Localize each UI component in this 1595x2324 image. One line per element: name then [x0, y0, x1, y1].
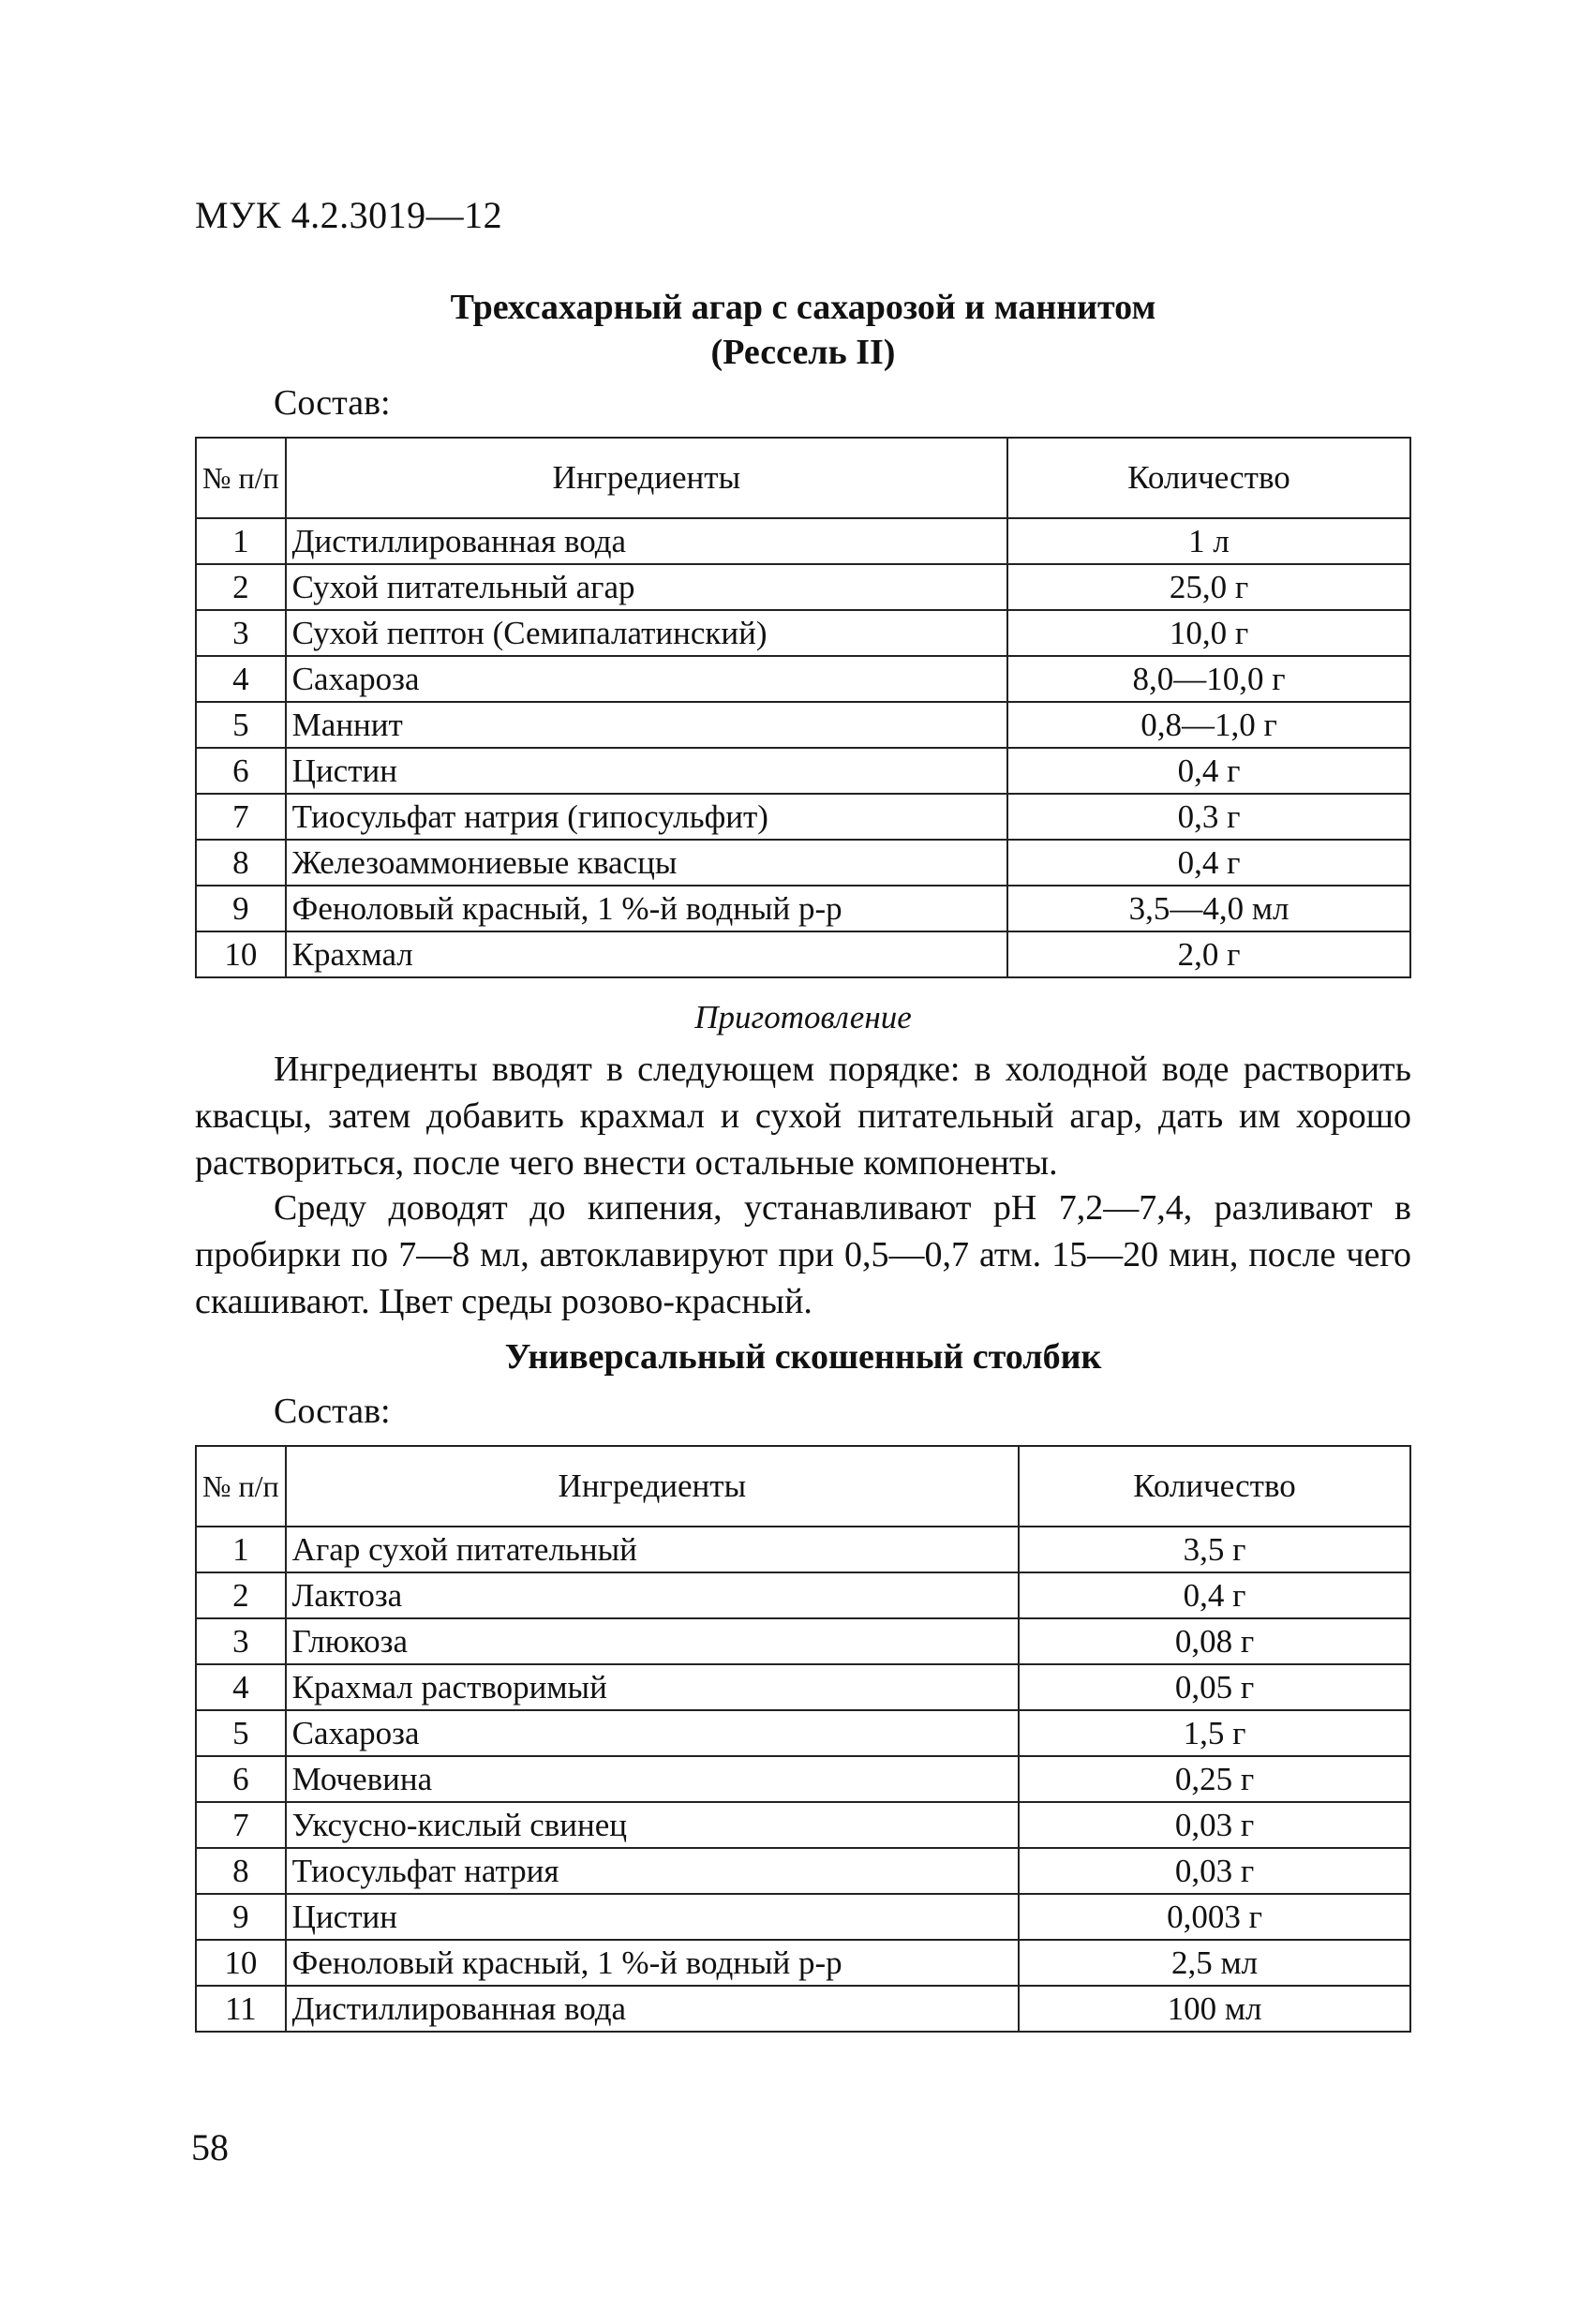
ingredient-name: Тиосульфат натрия (гипосульфит): [286, 794, 1007, 840]
section1-title: Трехсахарный агар с сахарозой и маннитом: [450, 288, 1156, 327]
ingredient-name: Тиосульфат натрия: [286, 1848, 1019, 1894]
document-code: МУК 4.2.3019—12: [195, 194, 503, 236]
header-ingredient: Ингредиенты: [286, 438, 1007, 518]
table-header-row: [196, 438, 1410, 518]
ingredient-quantity: 0,03 г: [1019, 1848, 1410, 1894]
table-row: [196, 702, 1410, 748]
row-number: 2: [196, 1572, 286, 1618]
ingredient-name: Цистин: [286, 748, 1007, 794]
ingredient-quantity: 0,4 г: [1007, 840, 1410, 886]
row-number: 8: [196, 1848, 286, 1894]
ingredient-quantity: 25,0 г: [1007, 564, 1410, 610]
ingredient-name: Сахароза: [286, 1710, 1019, 1756]
header-number: № п/п: [196, 1446, 286, 1527]
ingredient-name: Крахмал растворимый: [286, 1664, 1019, 1710]
ingredient-name: Цистин: [286, 1894, 1019, 1940]
table-row: [196, 840, 1410, 886]
ingredient-quantity: 0,3 г: [1007, 794, 1410, 840]
row-number: 5: [196, 702, 286, 748]
header-quantity: Количество: [1019, 1446, 1410, 1527]
row-number: 11: [196, 1986, 286, 2032]
ingredient-quantity: 0,4 г: [1007, 748, 1410, 794]
ingredient-name: Агар сухой питательный: [286, 1527, 1019, 1572]
page-number: 58: [191, 2126, 229, 2168]
table-row: [196, 1710, 1410, 1756]
table-row: [196, 748, 1410, 794]
table-row: [196, 1756, 1410, 1802]
table-row: [196, 1572, 1410, 1618]
preparation-paragraph-1: Ингредиенты вводят в следующем порядке: в холодной воде растворить квасцы, затем добавить крахмал и сухой питательный агар, дать им хорошо раствориться, после чего внести остальные компоненты.: [195, 1050, 1411, 1183]
ingredient-quantity: 0,8—1,0 г: [1007, 702, 1410, 748]
row-number: 10: [196, 1940, 286, 1986]
ingredient-name: Сухой пептон (Семипалатинский): [286, 610, 1007, 656]
row-number: 9: [196, 886, 286, 931]
ingredient-quantity: 1,5 г: [1019, 1710, 1410, 1756]
table-row: [196, 610, 1410, 656]
table-row: [196, 1940, 1410, 1986]
row-number: 1: [196, 518, 286, 564]
ingredient-quantity: 0,05 г: [1019, 1664, 1410, 1710]
row-number: 3: [196, 1618, 286, 1664]
table-row: [196, 518, 1410, 564]
ingredient-quantity: 3,5—4,0 мл: [1007, 886, 1410, 931]
ingredient-name: Мочевина: [286, 1756, 1019, 1802]
section1-subtitle: (Рессель II): [710, 333, 896, 372]
section2-table-body: [196, 1527, 1410, 2032]
ingredient-quantity: 3,5 г: [1019, 1527, 1410, 1572]
ingredient-quantity: 0,25 г: [1019, 1756, 1410, 1802]
ingredient-name: Дистиллированная вода: [286, 1986, 1019, 2032]
row-number: 6: [196, 748, 286, 794]
ingredient-name: Крахмал: [286, 931, 1007, 977]
ingredient-name: Уксусно-кислый свинец: [286, 1802, 1019, 1848]
section1-ingredients-table: [195, 437, 1411, 978]
row-number: 2: [196, 564, 286, 610]
ingredient-quantity: 0,003 г: [1019, 1894, 1410, 1940]
table-row: [196, 794, 1410, 840]
header-ingredient: Ингредиенты: [286, 1446, 1019, 1527]
table-row: [196, 1664, 1410, 1710]
row-number: 10: [196, 931, 286, 977]
ingredient-quantity: 100 мл: [1019, 1986, 1410, 2032]
row-number: 9: [196, 1894, 286, 1940]
section2-title: Универсальный скошенный столбик: [504, 1337, 1102, 1377]
table-row: [196, 1527, 1410, 1572]
ingredient-name: Лактоза: [286, 1572, 1019, 1618]
table-row: [196, 656, 1410, 702]
table-row: [196, 1848, 1410, 1894]
row-number: 5: [196, 1710, 286, 1756]
preparation-heading: Приготовление: [694, 999, 912, 1035]
ingredient-name: Феноловый красный, 1 %-й водный р-р: [286, 1940, 1019, 1986]
preparation-paragraph-2: Среду доводят до кипения, устанавливают pH 7,2—7,4, разливают в пробирки по 7—8 мл, автоклавируют при 0,5—0,7 атм. 15—20 мин, после чего скашивают. Цвет среды розово-красный.: [195, 1188, 1411, 1321]
table-row: [196, 1986, 1410, 2032]
table-row: [196, 1894, 1410, 1940]
ingredient-name: Феноловый красный, 1 %-й водный р-р: [286, 886, 1007, 931]
ingredient-quantity: 0,4 г: [1019, 1572, 1410, 1618]
table-row: [196, 886, 1410, 931]
row-number: 3: [196, 610, 286, 656]
table-row: [196, 564, 1410, 610]
row-number: 7: [196, 794, 286, 840]
row-number: 4: [196, 656, 286, 702]
section1-composition-label: Состав:: [274, 383, 391, 423]
ingredient-quantity: 2,5 мл: [1019, 1940, 1410, 1986]
ingredient-quantity: 0,03 г: [1019, 1802, 1410, 1848]
header-number: № п/п: [196, 438, 286, 518]
table-row: [196, 931, 1410, 977]
table-row: [196, 1802, 1410, 1848]
ingredient-name: Сахароза: [286, 656, 1007, 702]
row-number: 6: [196, 1756, 286, 1802]
section1-table-body: [196, 518, 1410, 977]
ingredient-quantity: 2,0 г: [1007, 931, 1410, 977]
ingredient-name: Железоаммониевые квасцы: [286, 840, 1007, 886]
section2-ingredients-table: [195, 1445, 1411, 2033]
ingredient-quantity: 8,0—10,0 г: [1007, 656, 1410, 702]
ingredient-name: Глюкоза: [286, 1618, 1019, 1664]
header-quantity: Количество: [1007, 438, 1410, 518]
ingredient-quantity: 1 л: [1007, 518, 1410, 564]
row-number: 7: [196, 1802, 286, 1848]
row-number: 1: [196, 1527, 286, 1572]
row-number: 4: [196, 1664, 286, 1710]
ingredient-name: Дистиллированная вода: [286, 518, 1007, 564]
row-number: 8: [196, 840, 286, 886]
table-header-row: [196, 1446, 1410, 1527]
ingredient-name: Маннит: [286, 702, 1007, 748]
ingredient-quantity: 0,08 г: [1019, 1618, 1410, 1664]
ingredient-name: Сухой питательный агар: [286, 564, 1007, 610]
ingredient-quantity: 10,0 г: [1007, 610, 1410, 656]
section2-composition-label: Состав:: [274, 1392, 391, 1431]
table-row: [196, 1618, 1410, 1664]
